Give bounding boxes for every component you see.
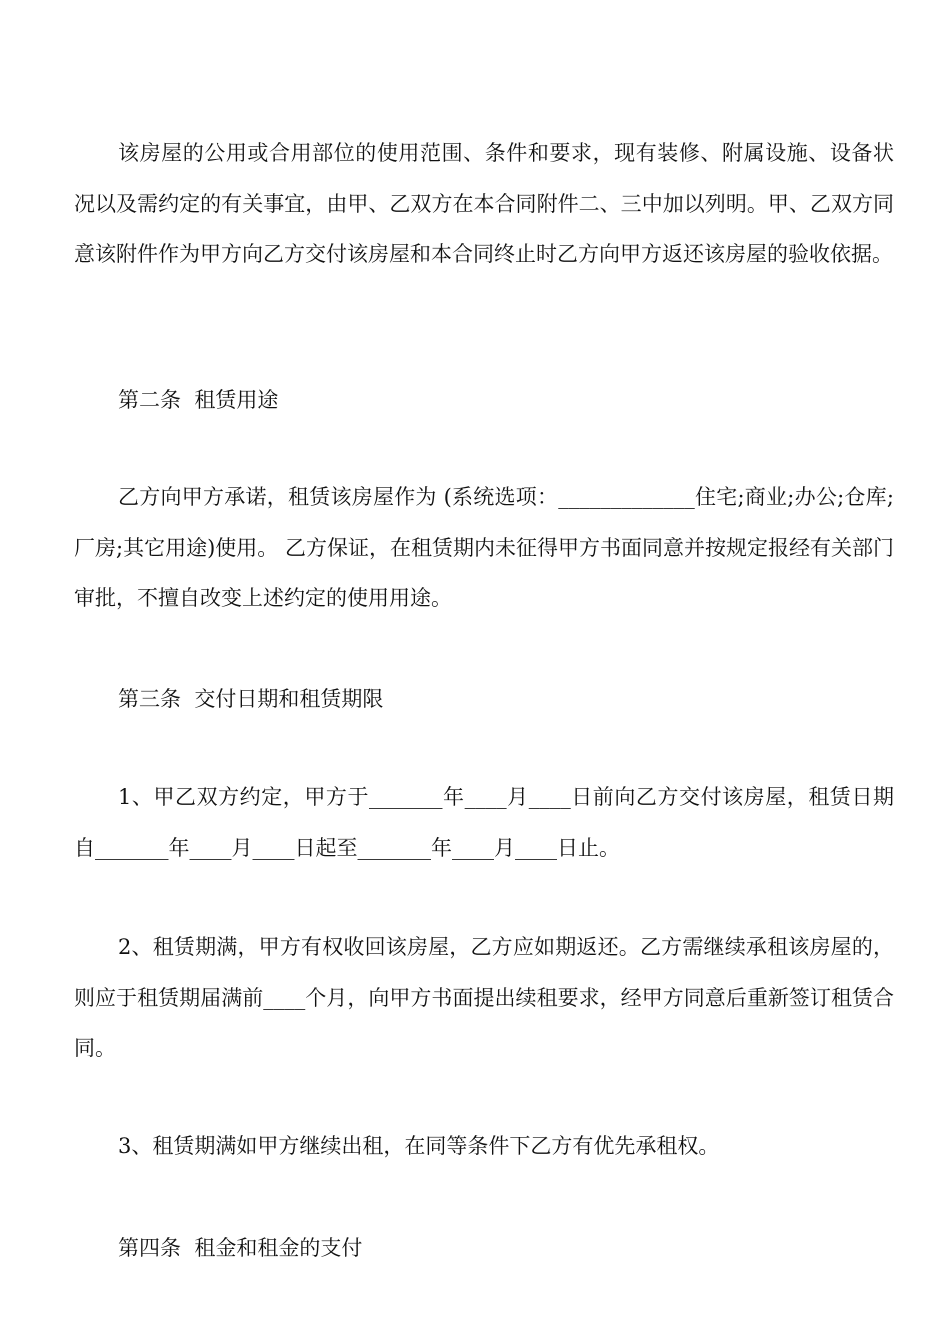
paragraph-priority-right: 3、租赁期满如甲方继续出租，在同等条件下乙方有优先承租权。 [118, 1134, 720, 1158]
paragraph-lease-renewal: 2、租赁期满，甲方有权收回该房屋，乙方应如期返还。乙方需继续承租该房屋的，则应于租赁期届满前____个月，向甲方书面提出续租要求，经甲方同意后重新签订租赁合同。 [74, 935, 894, 1060]
paragraph-delivery-date: 1、甲乙双方约定，甲方于_______年____月____日前向乙方交付该房屋，租赁日期自_______年____月____日起至_______年____月____日止。 [74, 785, 894, 860]
paragraph-common-areas: 该房屋的公用或合用部位的使用范围、条件和要求，现有装修、附属设施、设备状况以及需约定的有关事宜，由甲、乙双方在本合同附件二、三中加以列明。甲、乙双方同意该附件作为甲方向乙方交付该房屋和本合同终止时乙方向甲方返还该房屋的验收依据。 [74, 141, 894, 266]
paragraph-lease-purpose: 乙方向甲方承诺，租赁该房屋作为 (系统选项：_____________住宅;商业;办公;仓库;厂房;其它用途)使用。 乙方保证，在租赁期内未征得甲方书面同意并按规定报经有关部门审批，不擅自改变上述约定的使用用途。 [74, 485, 894, 610]
heading-article-2: 第二条 租赁用途 [118, 388, 279, 412]
heading-article-3: 第三条 交付日期和租赁期限 [118, 687, 384, 711]
heading-article-4: 第四条 租金和租金的支付 [118, 1236, 363, 1260]
